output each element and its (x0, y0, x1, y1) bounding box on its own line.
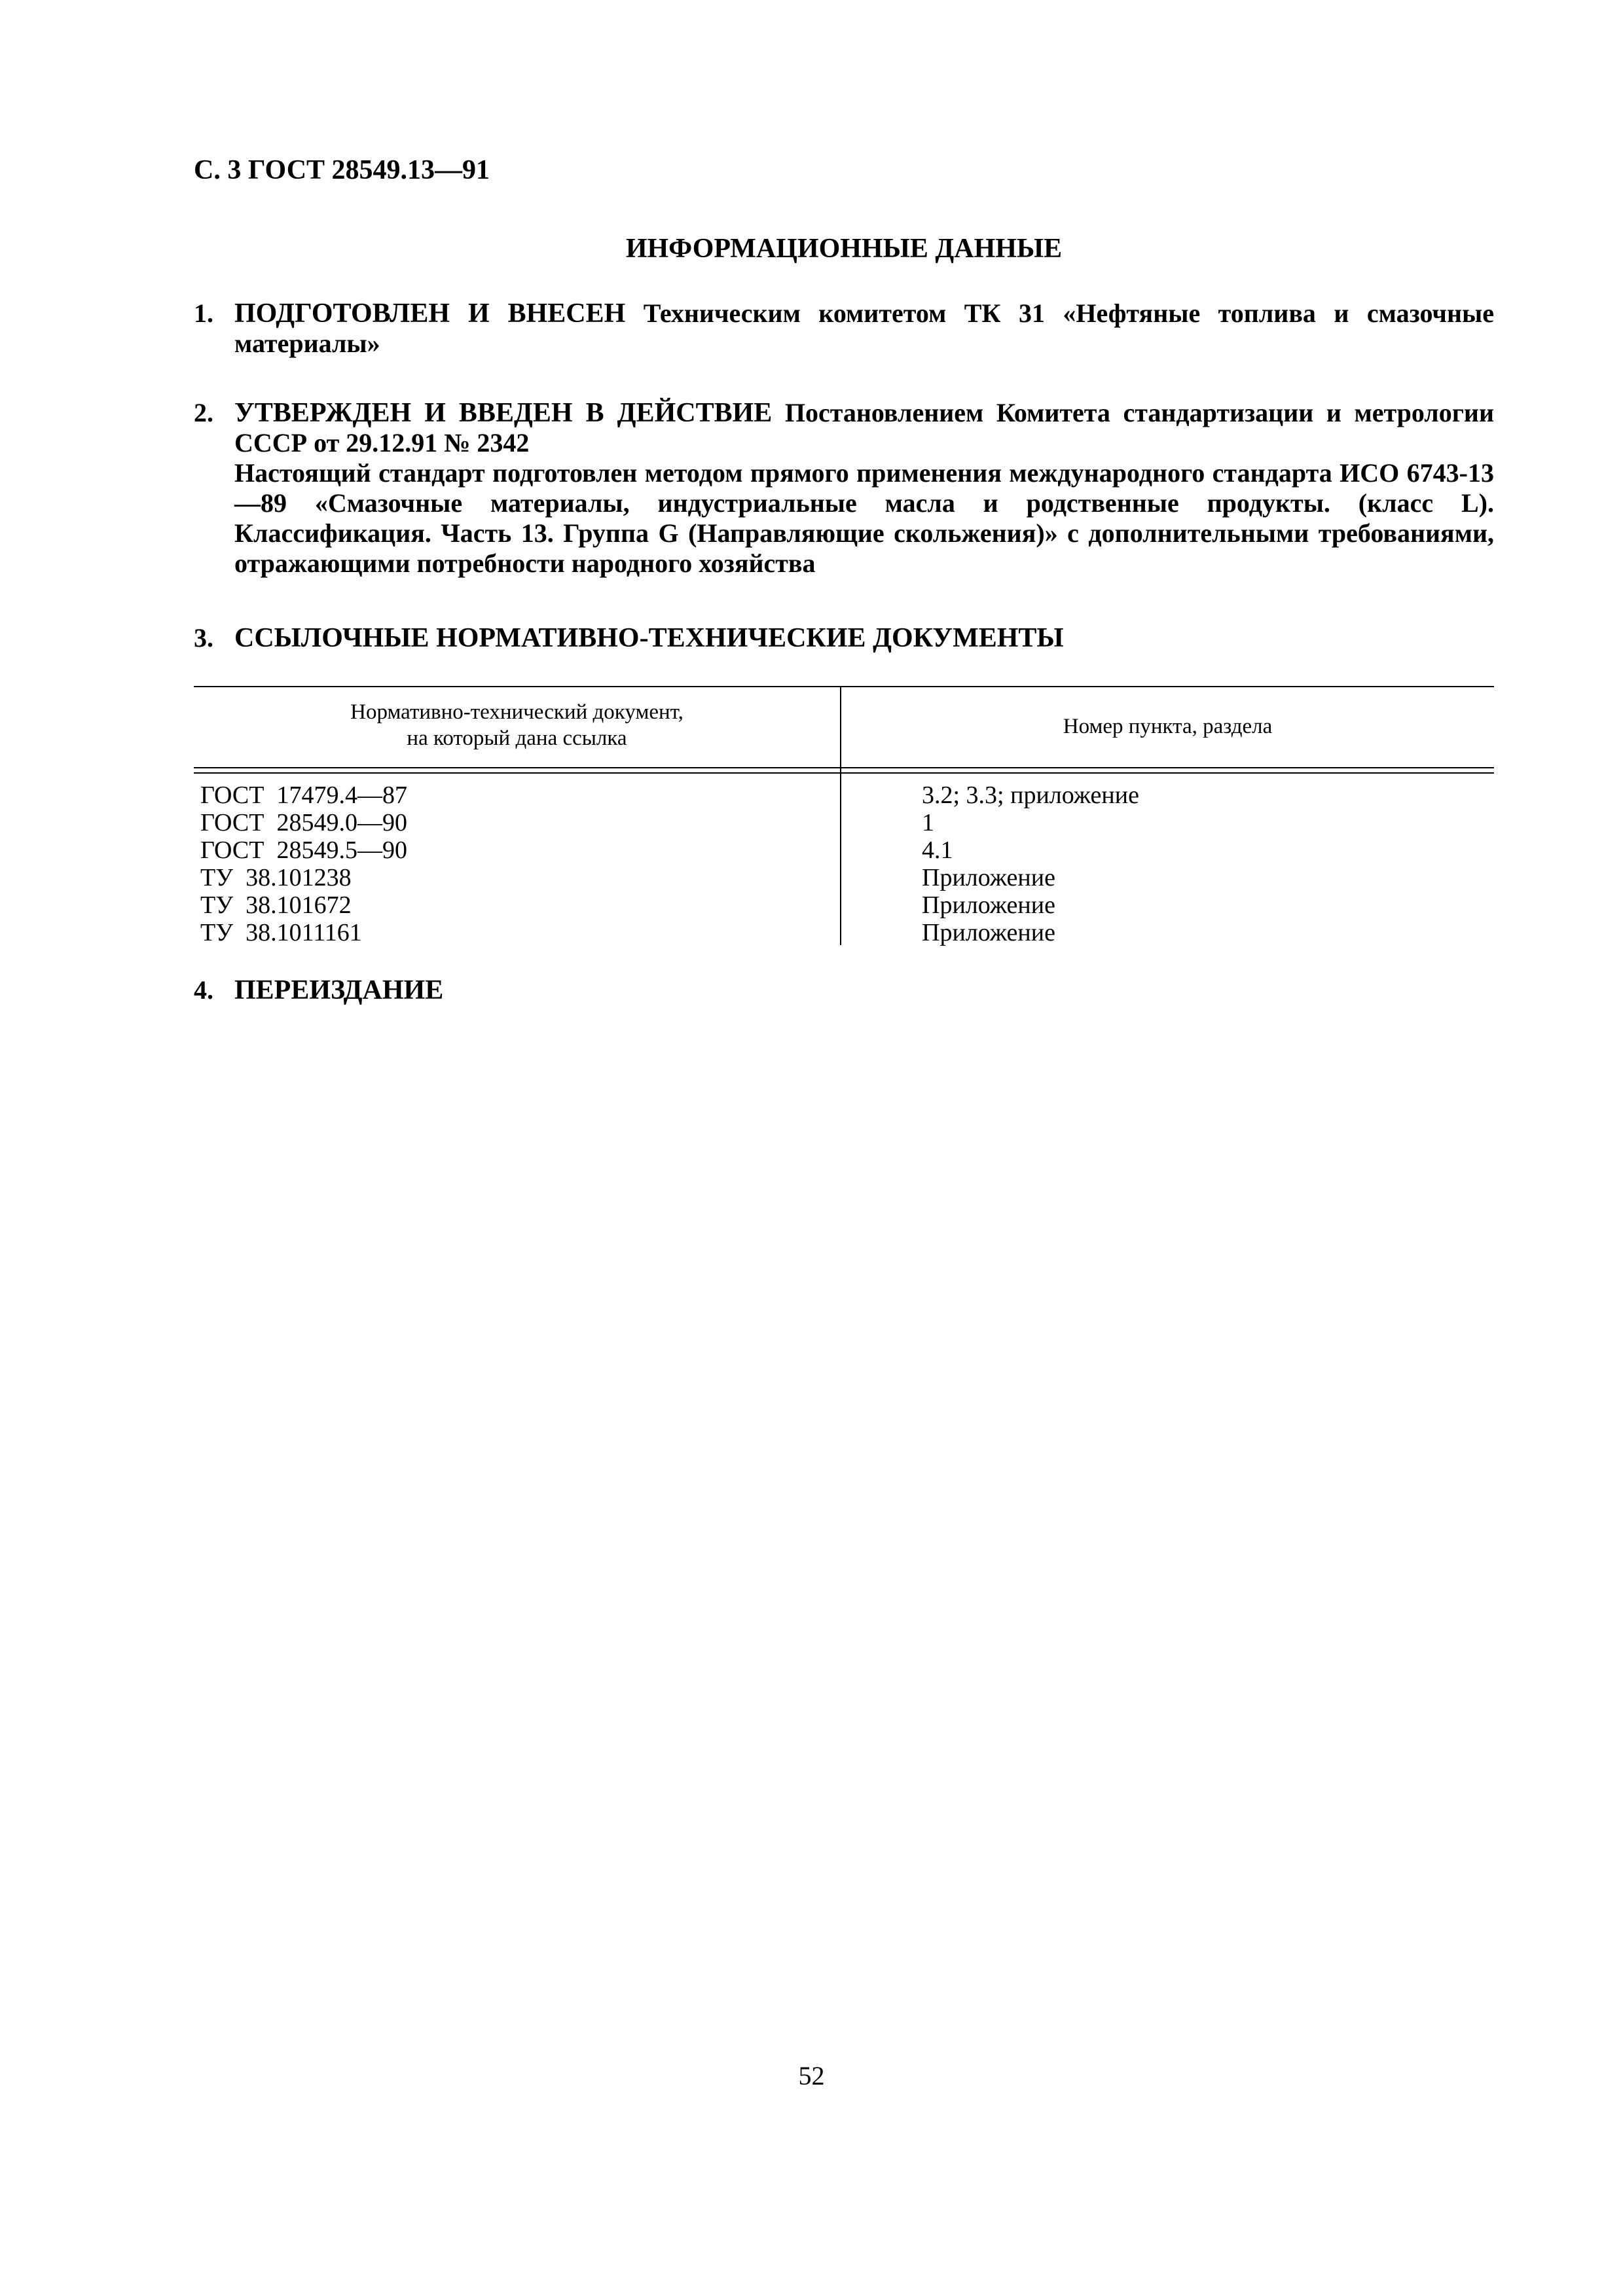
page-number: 52 (798, 2061, 825, 2090)
section-3 (194, 623, 1494, 653)
table-cell: 3.2; 3.3; приложение (922, 781, 1139, 809)
table-cell: 1 (922, 809, 934, 836)
section-1 (194, 298, 1494, 359)
table-column-sections (922, 781, 1139, 946)
section-number: 4. (194, 975, 213, 1005)
section-body (234, 298, 1494, 359)
table-cell: ТУ 38.101672 (200, 891, 352, 919)
table-cell: Приложение (922, 891, 1055, 919)
section-body (234, 975, 1494, 1005)
section-heading: УТВЕРЖДЕН И ВВЕДЕН В ДЕЙСТВИЕ (234, 398, 773, 428)
table-header-section (841, 713, 1494, 740)
page-title: ИНФОРМАЦИОННЫЕ ДАННЫЕ (625, 234, 1063, 264)
section-heading: ПОДГОТОВЛЕН И ВНЕСЕН (234, 298, 626, 329)
table-header-document (194, 699, 840, 751)
section-number: 2. (194, 398, 213, 427)
header-line: Нормативно-технический документ, (350, 700, 684, 724)
header-line: Номер пункта, раздела (1063, 715, 1273, 738)
table-header-rule-double (194, 772, 1494, 774)
table-cell: Приложение (922, 919, 1055, 946)
table-cell: ГОСТ 28549.5—90 (200, 836, 407, 864)
section-4 (194, 975, 1494, 1005)
section-heading: ПЕРЕИЗДАНИЕ (234, 975, 444, 1005)
section-text: Постановлением Комитета стандартизации и метрологии СССР от 29.12.91 № 2342 (234, 398, 1495, 457)
table-header-rule (194, 767, 1494, 768)
header-line: на который дана ссылка (407, 726, 627, 750)
table-top-rule (194, 686, 1494, 687)
section-body (234, 398, 1494, 579)
section-2 (194, 398, 1494, 579)
table-cell: ТУ 38.1011161 (200, 919, 362, 946)
section-text: Техническим комитетом ТК 31 «Нефтяные топлива и смазочные материалы» (234, 298, 1495, 358)
table-cell: ГОСТ 17479.4—87 (200, 781, 407, 809)
table-column-documents (200, 781, 407, 946)
section-number: 3. (194, 623, 213, 653)
table-cell: 4.1 (922, 836, 953, 864)
section-heading: ССЫЛОЧНЫЕ НОРМАТИВНО-ТЕХНИЧЕСКИЕ ДОКУМЕНТЫ (234, 623, 1064, 653)
page-header: С. 3 ГОСТ 28549.13—91 (194, 155, 490, 185)
table-cell: ГОСТ 28549.0—90 (200, 809, 407, 836)
section-body (234, 623, 1494, 653)
table-cell: Приложение (922, 864, 1055, 891)
table-cell: ТУ 38.101238 (200, 864, 352, 891)
section-paragraph: Настоящий стандарт подготовлен методом прямого применения международного стандарта ИСО 6743-13—89 «Смазочные материалы, индустриальные масла и родственные продукты. (класс L). Классификация. Часть 13. Группа G (Направляющие скольжения)» с дополнительными требованиями, отражающими потребности народного хозяйства (234, 458, 1494, 578)
section-number: 1. (194, 298, 213, 328)
